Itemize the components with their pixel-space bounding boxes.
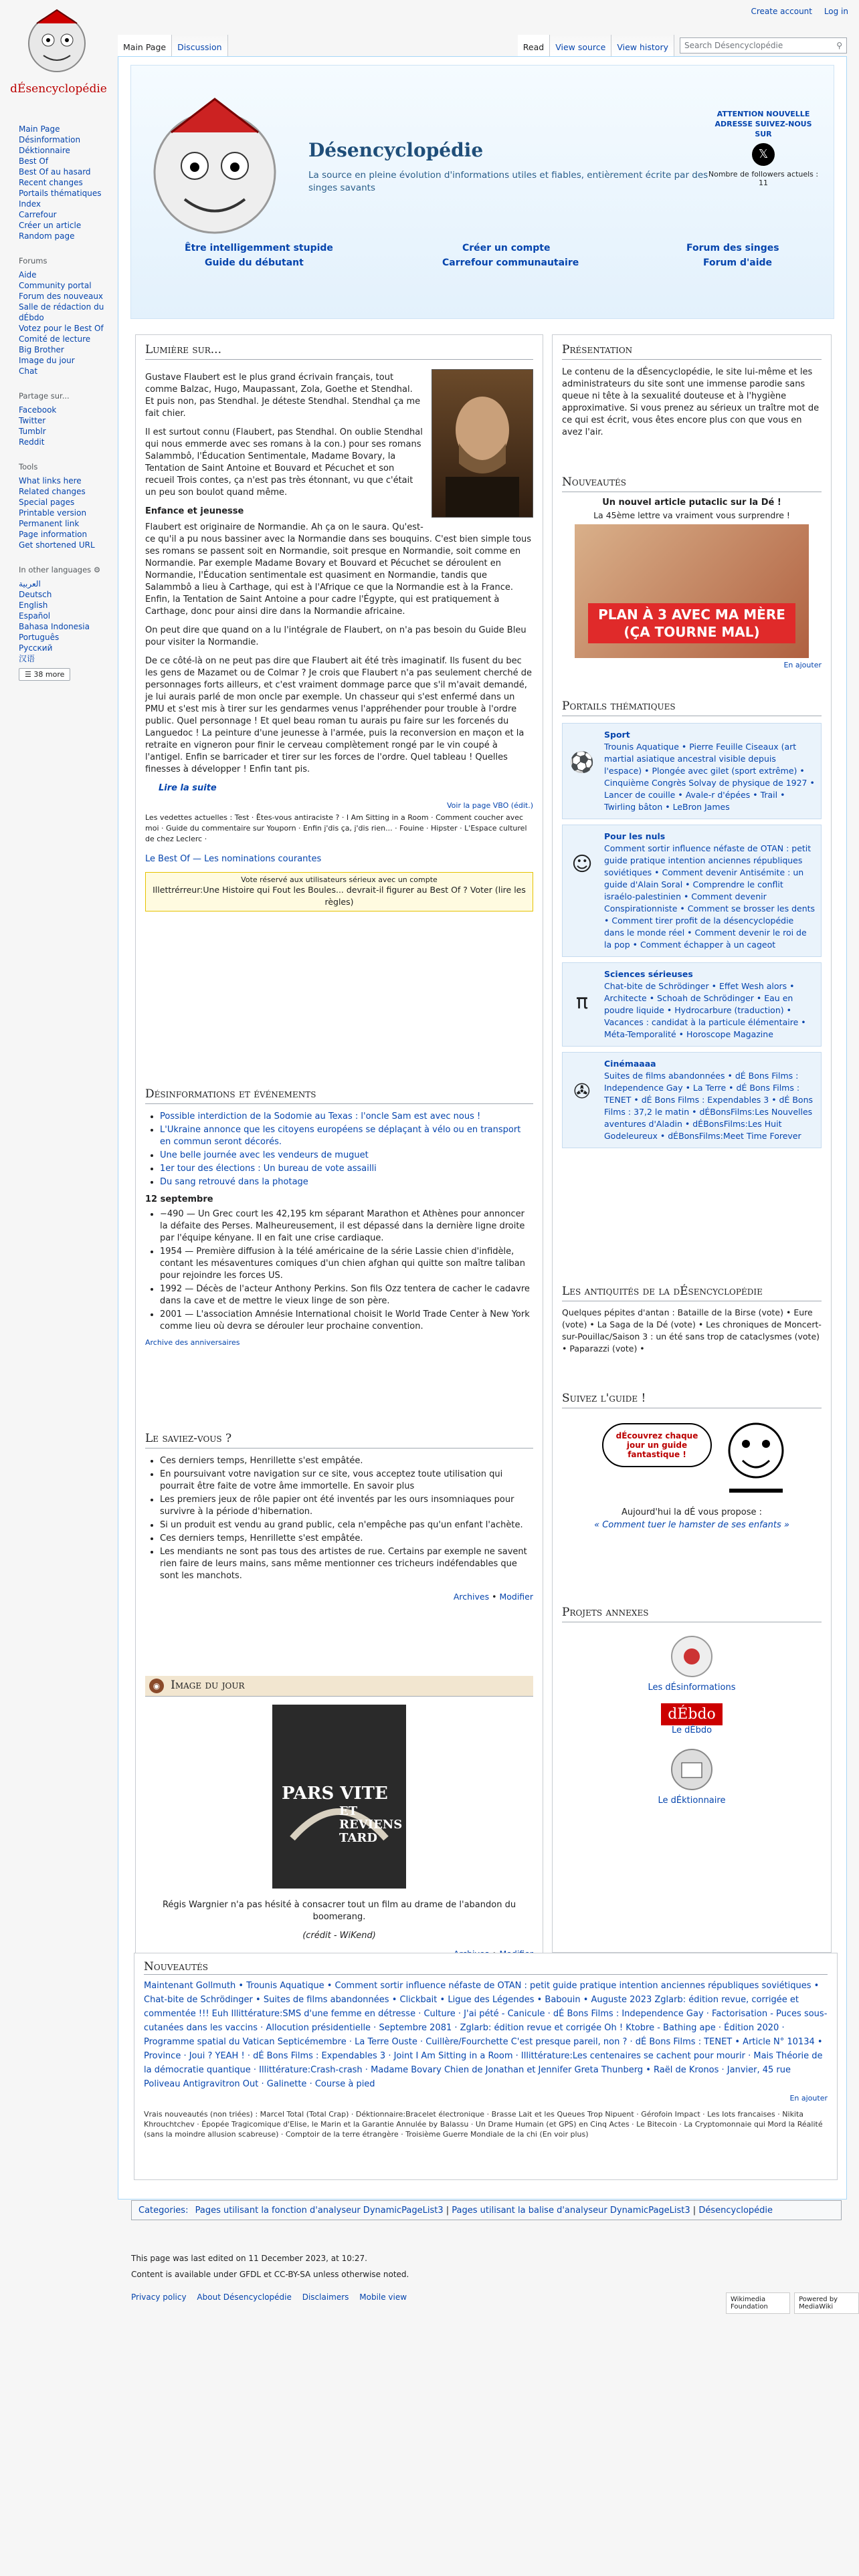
sidebar-item[interactable]: Créer un article [19, 221, 82, 230]
languages-heading: In other languages [19, 565, 92, 574]
section-heading: Nouveautés [144, 1960, 828, 1975]
footer [131, 2250, 415, 2305]
translate-icon: ☰ [25, 670, 31, 679]
language-link[interactable]: Русский [19, 643, 53, 653]
vote-notice: Vote réservé aux utilisateurs sérieux avec un compte [241, 875, 438, 884]
sidebar-item[interactable]: Aide [19, 270, 37, 280]
anniversary-date: 12 septembre [145, 1194, 213, 1204]
search-placeholder: Search Désencyclopédie [684, 41, 783, 50]
sidebar-heading [19, 565, 116, 574]
banner-link[interactable]: Carrefour communautaire [442, 257, 579, 268]
sidebar-item[interactable]: Déktionnaire [19, 146, 70, 155]
did-you-know-item: • Ces derniers temps, Henrillette s'est empâtée. [160, 1455, 533, 1467]
tab-main-page[interactable]: Main Page [118, 35, 172, 56]
sidebar-item[interactable]: What links here [19, 476, 82, 486]
footer-link[interactable]: About Désencyclopédie [197, 2292, 292, 2302]
banner-link[interactable]: Guide du débutant [205, 257, 304, 268]
featured-paragraph: On peut dire que quand on a lu l'intégrale de Flaubert, on n'a pas besoin du Guide Bleu pour visiter la Normandie. [145, 625, 527, 647]
portal-links[interactable]: Comment sortir influence néfaste de OTAN : petit guide pratique intention anciennes républiques soviétiques • Comment devenir Antisémite : un guide d'Alain Soral • Comprendre le conflit israélo-palestinien • Comment devenir Conspirationniste • Comment se brosser les dents • Comment tirer profit de la désencyclopédie dans le monde réel • Comment devenir le roi de la pop • Comment échapper à un cageot [604, 843, 816, 950]
sidebar-heading: Partage sur... [19, 391, 70, 401]
follow-notice: ATTENTION NOUVELLE ADRESSE SUIVEZ-NOUS SUR [714, 110, 812, 138]
more-languages-button[interactable] [19, 668, 70, 681]
banner-link[interactable]: Forum d'aide [703, 257, 773, 268]
featured-paragraph: Flaubert est originaire de Normandie. Ah ça on le saura. Qu'est-ce qu'il a pu nous bassiner avec la Normandie dans ses bouquins. C'est bien simple tous ses romans se passent soit en Normandie, soit presque en Normandie, soit comme en Normandie. Par exemple Madame Bovary et Bouvard et Pécuchet se déroulent en Normandie, l'Éducation sentimentale est quasiment en Normandie, tandis que Salammbô a lieu à Carthage, qui est à l'Afrique ce que la Normandie est à la France. Enfin, la Tentation de Saint Antoine a pour cadre l'Égypte, qui est pratiquement à Carthage, donc pour ainsi dire dans la Normandie africaine. [145, 522, 532, 617]
archives-link[interactable]: Archives [453, 1592, 490, 1602]
sidebar-item[interactable]: Main Page [19, 124, 60, 134]
portal-title[interactable]: Pour les nuls [604, 831, 666, 841]
news-item[interactable]: 1er tour des élections : Un bureau de vote assailli [160, 1164, 377, 1174]
followers-count: Nombre de followers actuels : 11 [708, 170, 819, 187]
vote-question[interactable]: Illettrérreur:Une Histoire qui Fout les Boules... devrait-il figurer au Best Of ? Voter (lire les règles) [153, 885, 526, 907]
news-section [145, 1087, 533, 1347]
section-heading: Nouveautés [562, 475, 822, 492]
pi-icon: π [575, 990, 589, 1014]
sidebar-share [19, 391, 116, 447]
image-of-the-day-section [145, 1676, 533, 1959]
latest-articles-section [134, 1953, 838, 2180]
footer-link[interactable]: Privacy policy [131, 2292, 187, 2302]
add-link[interactable]: En ajouter [789, 2094, 828, 2103]
sidebar-item[interactable]: Votez pour le Best Of [19, 324, 104, 333]
section-heading: Désinformations et événements [145, 1087, 533, 1104]
language-link[interactable]: Español [19, 611, 51, 621]
section-heading: Lumière sur... [145, 343, 533, 360]
sidebar-item[interactable]: Facebook [19, 405, 57, 415]
dektionnaire-logo-icon [662, 1746, 722, 1793]
guide-illustration [562, 1414, 822, 1507]
tab-view-source[interactable]: View source [550, 35, 611, 56]
section-heading: Présentation [562, 343, 822, 360]
sidebar [19, 124, 116, 695]
sidebar-item[interactable]: Big Brother [19, 345, 64, 354]
portal-science [562, 962, 822, 1047]
featured-subheading: Enfance et jeunesse [145, 506, 244, 516]
categories-label[interactable]: Categories: [138, 2206, 189, 2216]
latest-articles-list[interactable]: Maintenant Gollmuth • Trounis Aquatique • Comment sortir influence néfaste de OTAN : petit guide pratique intention anciennes républiques soviétiques • Chat-bite de Schrödinger • Suites de films abandonnées • Clickbait • Ligue des Légendes • Babouin • Auguste 2023 Zglarb: édition revue, corrigée et commentée !!! Euh Illittérature:SMS d'une femme en détresse · Culture · J'ai pété - Canicule · dÉ Bons Films : Independence Gay · Factorisation - Puces sous-cutanées dans les vaccins · Allocution présidentielle · Septembre 2081 · Zglarb: édition revue et corrigée Oh ! Ktobre - Bathing ape · Édition 2020 · Programme spatial du Vatican Septicémembre · La Terre Ouste · Cuillère/Fourchette C'est presque pareil, non ? · dÉ Bons Films : TENET • Article N° 10134 • Province · Joui ? YEAH ! · dÉ Bons Films : Expendables 3 · Joint I Am Sitting in a Room · Illittérature:Les centenaires se cachent pour mourir · Mais Théorie de la démocratie quantique · Illittérature:Crash-crash · Madame Bovary Chien de Jonathan et Jennifer Greta Thunberg • Raël de Kronos · Janvier, 45 rue Poliveau Antigravitron Out · Galinette · Course à pied [144, 1981, 828, 2089]
putaclic-thumbnail[interactable] [575, 524, 809, 658]
sidebar-item[interactable]: Best Of [19, 156, 49, 166]
add-link[interactable]: En ajouter [783, 661, 822, 669]
sidebar-tools [19, 462, 116, 550]
left-column [135, 334, 543, 1990]
sidebar-item[interactable]: Index [19, 199, 41, 209]
section-heading: Le saviez-vous ? [145, 1432, 533, 1448]
project-dektionnaire[interactable] [562, 1746, 822, 1806]
portal-links[interactable]: Suites de films abandonnées • dÉ Bons Films : Independence Gay • La Terre • dÉ Bons Films : TENET • dÉ Bons Films : Expendables 3 • dÉ Bons Films : 37,2 le matin • dÉBonsFilms:Les Nouvelles aventures d'Aladin • dÉBonsFilms:Les Huit Godeleureux • dÉBonsFilms:Meet Time Forever [604, 1071, 814, 1141]
news-item[interactable]: L'Ukraine annonce que les citoyens européens se déplaçant à vélo ou en transport en commun seront décorés. [160, 1125, 521, 1147]
language-link[interactable]: English [19, 601, 48, 610]
category-bar: Categories: Pages utilisant la fonction d'analyseur DynamicPageList3 | Pages utilisant la balise d'analyseur DynamicPageList3 | Désencyclopédie [131, 2200, 842, 2220]
new-articles-section [562, 475, 822, 669]
search-icon[interactable]: ⚲ [836, 41, 842, 50]
presentation-text: Le contenu de la dÉsencyclopédie, le site lui-même et les administrateurs du site sont une immense parodie sans queue ni tête à la sexualité douteuse et à l'hygiène approximative. Si vous prenez au sérieux un traître mot de ce qui est écrit, vous êtes encore plus con que vous en avez l'air. [562, 367, 820, 437]
read-more-link[interactable]: Lire la suite [159, 783, 217, 793]
sidebar-item[interactable]: Reddit [19, 437, 45, 447]
sidebar-item[interactable]: Twitter [19, 416, 46, 425]
banner-link[interactable]: Créer un compte [462, 243, 551, 253]
tab-discussion[interactable]: Discussion [172, 35, 227, 56]
sidebar-item[interactable]: Permanent link [19, 519, 80, 528]
flaubert-portrait[interactable] [432, 369, 533, 518]
featured-article [145, 343, 533, 911]
gear-icon[interactable]: ⚙ [93, 565, 101, 574]
portal-for-dummies [562, 825, 822, 957]
did-you-know-item: • En poursuivant votre navigation sur ce site, vous acceptez toute utilisation qui pourrait être faite de votre âme immortelle. En savoir plus [160, 1469, 533, 1493]
sidebar-item[interactable]: Désinformation [19, 135, 81, 144]
tab-view-history[interactable]: View history [611, 35, 674, 56]
wikimedia-badge[interactable]: Wikimedia Foundation [726, 2292, 790, 2314]
poster-title: PARS VITE [282, 1784, 388, 1804]
football-icon: ⚽ [569, 751, 595, 774]
sidebar-item[interactable]: Community portal [19, 281, 92, 290]
thumbnail-caption: PLAN À 3 AVEC MA MÈRE (ÇA TOURNE MAL) [588, 603, 795, 643]
sidebar-item[interactable]: Comité de lecture [19, 334, 91, 344]
site-tagline: La source en pleine évolution d'informations utiles et fiables, entièrement écrite par des singes savants [308, 170, 708, 193]
anniversary-event: • −490 — Un Grec court les 42,195 km séparant Marathon et Athènes pour annoncer la défaite des Perses. Malheureusement, il est dépassé dans la dernière ligne droite par l'équipe kényane. Il en fait une crise cardiaque. [160, 1208, 533, 1245]
putaclic-title[interactable]: Un nouvel article putaclic sur la Dé ! [602, 498, 781, 508]
film-reel-icon: ✇ [573, 1080, 591, 1103]
footer-link[interactable]: Mobile view [359, 2292, 407, 2302]
more-languages-label: 38 more [33, 670, 65, 679]
portal-sport [562, 723, 822, 819]
sidebar-item[interactable]: Chat [19, 366, 38, 376]
vbo-link[interactable]: Voir la page VBO (édit.) [447, 801, 533, 810]
debdo-logo-icon: dÉbdo [661, 1703, 723, 1725]
sidebar-item[interactable]: Page information [19, 530, 88, 539]
best-of-vote-box [145, 872, 533, 911]
login-link[interactable]: Log in [824, 7, 848, 16]
footer-badges [726, 2292, 859, 2314]
sidebar-item[interactable]: Best Of au hasard [19, 167, 91, 177]
guide-link[interactable]: « Comment tuer le hamster de ses enfants » [594, 1520, 789, 1530]
anniversary-event: • 1992 — Décès de l'acteur Anthony Perkins. Son fils Ozz tentera de cacher le cadavre dans la cave et de mettre le vieux linge de son père. [160, 1283, 533, 1307]
portal-title[interactable]: Sport [604, 730, 630, 740]
portals-section [562, 700, 822, 1154]
section-heading: Suivez l'guide ! [562, 1392, 822, 1408]
search-input[interactable] [680, 37, 847, 53]
featured-paragraph: De ce côté-là on ne peut pas dire que Flaubert ait été très imaginatif. Ils fusent du bec les gens de Mazamet ou de Colmar ? Je crois que Flaubert n'a pas seulement cherché de personnages forts ailleurs, et c'est vraiment dommage parce que s'il m'avait demandé, je lui aurais parlé de mon oncle par exemple. Un chasseur qui s'est enfermé dans un PMU et s'est mis à tirer sur les gendarmes venus l'appréhender pour trouble à l'ordre public. Quel personnage ! Et quel beau roman tu aurais pu faire sur les forcenés du Languedoc ! La peinture d'une jeunesse à l'armée, puis la reconversion en maçon et la retraite en vigneron pour finir le cerveau complètement rongé par le vin coupé à l'antigel. Enfin se barricader et tirer sur les forces de l'ordre. Quel tableau ! Quelles finesses à développer ! Enfin tant pis. [145, 656, 533, 774]
desinformations-logo-icon [662, 1633, 722, 1680]
banner-link[interactable]: Forum des singes [686, 243, 779, 253]
language-link[interactable]: Bahasa Indonesia [19, 622, 90, 631]
poster-title: ET REVIENS TARD [339, 1804, 403, 1845]
sidebar-languages [19, 565, 116, 681]
sidebar-item[interactable]: Carrefour [19, 210, 57, 219]
sidebar-item[interactable]: Get shortened URL [19, 540, 95, 550]
sidebar-item[interactable]: Forum des nouveaux [19, 292, 104, 301]
portal-links[interactable]: Chat-bite de Schrödinger • Effet Wesh alors • Architecte • Schoah de Schrödinger • Eau en poudre liquide • Hydrocarbure (traduction) • Vacances : candidat à la particule élémentaire • Méta-Temporalité • Horoscope Magazine [604, 981, 806, 1039]
portal-title[interactable]: Cinémaaaa [604, 1059, 656, 1069]
language-link[interactable]: Deutsch [19, 590, 52, 599]
camera-icon: ◉ [149, 1679, 164, 1693]
did-you-know-item: • Les mendiants ne sont pas tous des artistes de rue. Certains par exemple ne savent rien faire de leurs mains, sans même mentionner ces tricheurs indéfendables que sont les manchots. [160, 1546, 533, 1582]
featured-paragraph: Il est surtout connu (Flaubert, pas Stendhal. On oublie Stendhal qui nous emmerde avec ses romans à la con.) pour ses romans Salammbô, l'Éducation Sentimentale, Madame Bovary, la Tentation de Saint Antoine et Bouvard et Pécuchet et son recueil Trois contes, ça n'est pas très étonnant, vu que c'était un peu son boulot quand même. [145, 427, 423, 498]
personal-tools [741, 7, 848, 16]
presentation-section [562, 343, 822, 445]
page-title: Désencyclopédie [308, 139, 484, 161]
tab-read[interactable]: Read [518, 35, 550, 56]
sidebar-item[interactable]: Tumblr [19, 427, 46, 436]
sidebar-forums [19, 256, 116, 377]
image-caption: Régis Wargnier n'a pas hésité à consacrer tout un film au drame de l'abandon du boomerang. [162, 1900, 516, 1922]
view-tabs [518, 35, 847, 56]
news-item[interactable]: Possible interdiction de la Sodomie au Texas : l'oncle Sam est avec nous ! [160, 1111, 481, 1121]
section-heading: Image du jour [171, 1679, 245, 1692]
guide-today: Aujourd'hui la dÉ vous propose : [622, 1507, 762, 1517]
language-link[interactable]: 汉语 [19, 654, 35, 663]
mediawiki-badge[interactable]: Powered by MediaWiki [794, 2292, 859, 2314]
right-column [552, 334, 832, 1953]
sidebar-item[interactable]: Related changes [19, 487, 86, 496]
sidebar-item[interactable]: Printable version [19, 508, 87, 518]
sidebar-heading: Forums [19, 256, 47, 265]
image-credit: (crédit - WiKend) [302, 1931, 376, 1941]
project-label[interactable]: Le dÉktionnaire [658, 1796, 726, 1806]
last-edited: This page was last edited on 11 December 2023, at 10:27. [131, 2254, 367, 2263]
language-link[interactable]: العربية [19, 579, 41, 588]
section-heading: Portails thématiques [562, 700, 822, 716]
sidebar-item[interactable]: Image du jour [19, 356, 75, 365]
category-link[interactable]: Désencyclopédie [698, 2206, 773, 2216]
portal-cinema [562, 1052, 822, 1148]
category-link[interactable]: Pages utilisant la fonction d'analyseur DynamicPageList3 [195, 2206, 444, 2216]
portal-links[interactable]: Trounis Aquatique • Pierre Feuille Ciseaux (art martial asiatique ancestral visible depuis l'espace) • Plongée avec gilet (sport extrême) • Cinquième Congrès Solvay de physique de 1927 • Lancer de couille • Avale-r d'épées • Trail • Twirling bâton • LeBron James [604, 742, 815, 812]
sidebar-item[interactable]: Salle de rédaction du dÉbdo [19, 302, 104, 322]
sidebar-heading: Tools [19, 462, 38, 471]
sidebar-nav [19, 124, 116, 241]
main-content [118, 56, 847, 2199]
project-label[interactable]: Le dÉbdo [671, 1725, 712, 1735]
license-notice: Content is available under GFDL et CC-BY-SA unless otherwise noted. [131, 2270, 409, 2279]
mascot-logo-icon [7, 3, 107, 77]
sidebar-item[interactable]: Special pages [19, 498, 75, 507]
speech-bubble: dÉcouvrez chaque jour un guide fantastique ! [602, 1423, 712, 1467]
news-item[interactable]: Une belle journée avec les vendeurs de muguet [160, 1150, 369, 1160]
banner-link[interactable]: Être intelligemment stupide [185, 243, 333, 253]
best-of-link[interactable]: Le Best Of — Les nominations courantes [145, 854, 322, 864]
follow-box [706, 109, 820, 187]
guide-section [562, 1392, 822, 1530]
section-heading: Projets annexes [562, 1606, 822, 1622]
antiquities-section [562, 1285, 822, 1362]
x-logo-icon[interactable]: 𝕏 [752, 143, 775, 166]
current-featured-list: Les vedettes actuelles : Test · Êtes-vous antiraciste ? · I Am Sitting in a Room · Comment coucher avec moi · Guide du commentaire sur Youporn · Enfin j'dis ça, j'dis rien... · Fouine · Hipster · L'Espace culturel de chez Leclerc · [145, 813, 527, 843]
edit-link[interactable]: Modifier [499, 1592, 533, 1602]
namespace-tabs [118, 35, 228, 56]
related-projects-section [562, 1606, 822, 1806]
header-banner [130, 65, 834, 319]
did-you-know-item: • Les premiers jeux de rôle papier ont été inventés par les ours insomniaques pour survivre à la période d'hibernation. [160, 1494, 533, 1518]
language-link[interactable]: Português [19, 633, 60, 642]
guide-mascot-icon [716, 1414, 796, 1501]
image-of-the-day[interactable] [272, 1705, 406, 1889]
antiquities-text: Quelques pépites d'antan : Bataille de la Birse (vote) • Eure (vote) • La Saga de la Dé (vote) • Les chroniques de Moncert-sur-Pouillac/Saison 3 : un été sans trop de cataclysmes (vote) • Paparazzi (vote) • [562, 1307, 822, 1354]
did-you-know-item: • Si un produit est vendu au grand public, cela n'empêche pas qu'un enfant l'achète. [160, 1519, 533, 1531]
news-item[interactable]: Du sang retrouvé dans la photage [160, 1177, 308, 1187]
anniversary-event: • 2001 — L'association Amnésie International choisit le World Trade Center à New York comme lieu où devra se dérouler leur prochaine convention. [160, 1309, 533, 1333]
face-icon: ☺ [571, 853, 593, 876]
sidebar-item[interactable]: Random page [19, 231, 75, 241]
portal-title[interactable]: Sciences sérieuses [604, 969, 693, 979]
sidebar-item[interactable]: Recent changes [19, 178, 83, 187]
project-label[interactable]: Les dÉsinformations [648, 1683, 736, 1693]
category-link[interactable]: Pages utilisant la balise d'analyseur DynamicPageList3 [452, 2206, 690, 2216]
archive-link[interactable]: Archive des anniversaires [145, 1338, 240, 1347]
featured-paragraph: Gustave Flaubert est le plus grand écrivain français, tout comme Balzac, Hugo, Maupassant, Zola, Goethe et Stendhal. Et puis non, pas Stendhal. Je déteste Stendhal. Stendhal ça me fait chier. [145, 372, 421, 419]
project-debdo[interactable] [562, 1703, 822, 1735]
project-desinformations[interactable] [562, 1633, 822, 1693]
sidebar-item[interactable]: Portails thématiques [19, 189, 102, 198]
create-account-link[interactable]: Create account [751, 7, 812, 16]
banner-mascot-image [131, 92, 298, 242]
did-you-know-section: Le saviez-vous ? • Ces derniers temps, Henrillette s'est empâtée. • En poursuivant votre navigation sur ce site, vous acceptez toute utilisation qui pourrait être faite de votre âme immortelle. En savoir plus • Les premiers jeux de rôle papier ont été inventés par les ours insomniaques pour survivre à la période d'hibernation. • Si un produit est vendu au grand public, cela n'empêche pas qu'un enfant l'achète. • Ces derniers temps, Henrillette s'est empâtée. • Les mendiants ne sont pas tous des artistes de rue. Certains par exemple ne savent rien faire de leurs mains, sans même mentionner ces tricheurs indéfendables que sont les manchots. Archives • Modifier [145, 1432, 533, 1602]
raw-new-articles: Vrais nouveautés (non triées) : Marcel Total (Total Crap) · Déktionnaire:Bracelet électronique · Brasse Lait et les Queues Trop Nipuent · Gérofoin Impact · Les Iots francaises · Nikita Khrouchtchev · Épopée Tragicomique d'Elise, le Marin et la Garantie Annulée by Balassu · Un Drame Humain (et GPS) en Cinq Actes · Le Bitecoin · La Cryptomonnaie qui Mord la Réalité (sans la moindre allusion scabreuse) · Comptoir de la terre étrangère · Troisième Guerre Mondiale de la chi (En voir plus) [144, 2110, 823, 2139]
footer-link[interactable]: Disclaimers [302, 2292, 349, 2302]
anniversary-event: • 1954 — Première diffusion à la télé américaine de la série Lassie chien d'infidèle, contant les mésaventures comiques d'un chien afghan qui quitte son maître taliban pour rejoindre les forces US. [160, 1246, 533, 1282]
putaclic-subtitle: La 45ème lettre va vraiment vous surprendre ! [593, 510, 790, 520]
logo-wordmark: dÉsencyclopédie [10, 82, 107, 96]
section-heading: Les antiquités de la dÉsencyclopédie [562, 1285, 822, 1301]
site-logo[interactable] [7, 3, 110, 110]
did-you-know-item: • Ces derniers temps, Henrillette s'est empâtée. [160, 1533, 533, 1545]
